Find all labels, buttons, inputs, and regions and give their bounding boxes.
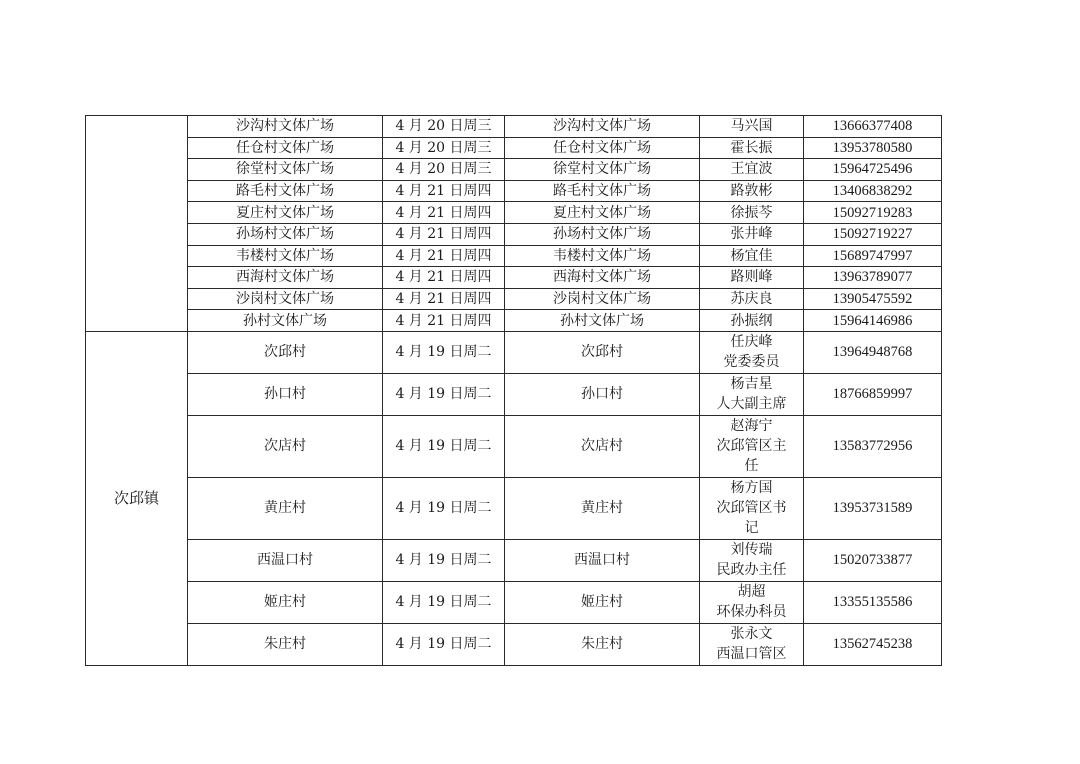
table-cell-contact [700,202,804,224]
contact-name: 路则峰 [730,269,773,286]
contact-name: 张井峰 [730,226,773,243]
contact-name: 孙振纲 [730,312,773,329]
table-cell-phone: 13562745238 [804,623,942,665]
table-cell-phone: 13666377408 [804,116,942,138]
table-cell-date: 4 月 20 日周三 [383,159,505,181]
table-cell-phone: 13355135586 [804,581,942,623]
contact-title: 记 [744,520,759,537]
table-cell-contact [700,331,804,373]
table-cell-village: 沙沟村文体广场 [188,116,383,138]
schedule-table [85,115,942,666]
table-cell-venue: 西温口村 [505,539,700,581]
contact-title: 人大副主席 [716,396,787,413]
table-cell-date: 4 月 20 日周三 [383,116,505,138]
table-cell-town: 次邱镇 [86,331,188,665]
table-cell-contact [700,159,804,181]
table-row [86,477,942,539]
table-cell-phone: 15092719283 [804,202,942,224]
table-cell-contact [700,180,804,202]
table-cell-contact [700,245,804,267]
table-row [86,623,942,665]
table-cell-phone: 15020733877 [804,539,942,581]
table-cell-village: 朱庄村 [188,623,383,665]
table-cell-date: 4 月 21 日周四 [383,267,505,289]
table-cell-village: 路毛村文体广场 [188,180,383,202]
table-cell-date: 4 月 19 日周二 [383,581,505,623]
contact-title: 次邱管区书 [716,500,787,517]
contact-name: 张永文 [730,626,773,643]
table-cell-village: 黄庄村 [188,477,383,539]
contact-title: 次邱管区主 [716,438,787,455]
contact-name: 杨吉星 [730,376,773,393]
contact-name: 赵海宁 [730,418,773,435]
table-row [86,180,942,202]
table-cell-village: 沙岗村文体广场 [188,288,383,310]
contact-title: 环保办科员 [716,604,787,621]
contact-title: 党委委员 [723,354,780,371]
contact-name: 徐振芩 [730,204,773,221]
table-cell-village: 任仓村文体广场 [188,137,383,159]
table-cell-contact [700,581,804,623]
contact-title: 任 [744,458,759,475]
table-cell-village: 次邱村 [188,331,383,373]
table-row [86,331,942,373]
table-cell-contact [700,288,804,310]
table-row [86,581,942,623]
table-cell-venue: 孙村文体广场 [505,310,700,332]
table-cell-village: 次店村 [188,415,383,477]
table-row [86,415,942,477]
table-cell-town [86,116,188,332]
table-cell-venue: 沙岗村文体广场 [505,288,700,310]
table-cell-contact [700,477,804,539]
table-cell-venue: 韦楼村文体广场 [505,245,700,267]
contact-name: 路敦彬 [730,183,773,200]
table-cell-village: 徐堂村文体广场 [188,159,383,181]
table-cell-contact [700,373,804,415]
table-cell-phone: 15689747997 [804,245,942,267]
table-cell-phone: 13583772956 [804,415,942,477]
table-cell-village: 孙场村文体广场 [188,223,383,245]
contact-title: 民政办主任 [716,562,787,579]
table-cell-phone: 13953780580 [804,137,942,159]
contact-name: 王宜波 [730,161,773,178]
table-cell-venue: 孙口村 [505,373,700,415]
table-cell-contact [700,623,804,665]
table-cell-date: 4 月 21 日周四 [383,223,505,245]
table-cell-contact [700,539,804,581]
table-cell-date: 4 月 19 日周二 [383,331,505,373]
contact-title: 西温口管区 [716,646,787,663]
table-cell-date: 4 月 21 日周四 [383,180,505,202]
table-cell-contact [700,223,804,245]
table-cell-village: 孙村文体广场 [188,310,383,332]
table-cell-date: 4 月 19 日周二 [383,415,505,477]
table-cell-phone: 13406838292 [804,180,942,202]
table-cell-contact [700,137,804,159]
table-cell-venue: 姬庄村 [505,581,700,623]
table-row [86,373,942,415]
contact-name: 任庆峰 [730,334,773,351]
table-cell-village: 西海村文体广场 [188,267,383,289]
table-cell-phone: 15092719227 [804,223,942,245]
table-cell-phone: 13953731589 [804,477,942,539]
schedule-table-body [86,116,942,666]
table-cell-village: 韦楼村文体广场 [188,245,383,267]
table-row [86,539,942,581]
table-cell-phone: 13963789077 [804,267,942,289]
table-cell-date: 4 月 21 日周四 [383,310,505,332]
table-row [86,310,942,332]
table-row [86,159,942,181]
table-row [86,137,942,159]
contact-name: 苏庆良 [730,291,773,308]
table-row [86,223,942,245]
table-row [86,116,942,138]
table-cell-phone: 15964146986 [804,310,942,332]
table-cell-venue: 沙沟村文体广场 [505,116,700,138]
table-cell-contact [700,116,804,138]
contact-name: 杨宜佳 [730,247,773,264]
table-cell-venue: 路毛村文体广场 [505,180,700,202]
contact-name: 刘传瑞 [730,542,773,559]
table-cell-venue: 任仓村文体广场 [505,137,700,159]
table-cell-date: 4 月 21 日周四 [383,245,505,267]
table-row [86,202,942,224]
table-cell-venue: 徐堂村文体广场 [505,159,700,181]
table-cell-venue: 西海村文体广场 [505,267,700,289]
table-cell-date: 4 月 19 日周二 [383,623,505,665]
table-cell-contact [700,415,804,477]
table-row [86,245,942,267]
contact-name: 马兴国 [730,118,773,135]
table-cell-venue: 孙场村文体广场 [505,223,700,245]
table-cell-village: 西温口村 [188,539,383,581]
table-cell-village: 夏庄村文体广场 [188,202,383,224]
contact-name: 胡超 [737,584,766,601]
table-cell-contact [700,310,804,332]
table-cell-venue: 次邱村 [505,331,700,373]
contact-name: 杨方国 [730,480,773,497]
table-cell-venue: 次店村 [505,415,700,477]
table-row [86,288,942,310]
table-cell-venue: 黄庄村 [505,477,700,539]
table-row [86,267,942,289]
table-cell-date: 4 月 21 日周四 [383,288,505,310]
table-cell-venue: 夏庄村文体广场 [505,202,700,224]
table-cell-contact [700,267,804,289]
table-cell-date: 4 月 19 日周二 [383,373,505,415]
table-cell-phone: 13964948768 [804,331,942,373]
table-cell-village: 孙口村 [188,373,383,415]
table-cell-date: 4 月 19 日周二 [383,477,505,539]
table-cell-phone: 15964725496 [804,159,942,181]
table-cell-phone: 18766859997 [804,373,942,415]
table-cell-village: 姬庄村 [188,581,383,623]
table-cell-date: 4 月 20 日周三 [383,137,505,159]
table-cell-date: 4 月 21 日周四 [383,202,505,224]
table-cell-date: 4 月 19 日周二 [383,539,505,581]
table-cell-venue: 朱庄村 [505,623,700,665]
contact-name: 霍长振 [730,139,773,156]
table-cell-phone: 13905475592 [804,288,942,310]
